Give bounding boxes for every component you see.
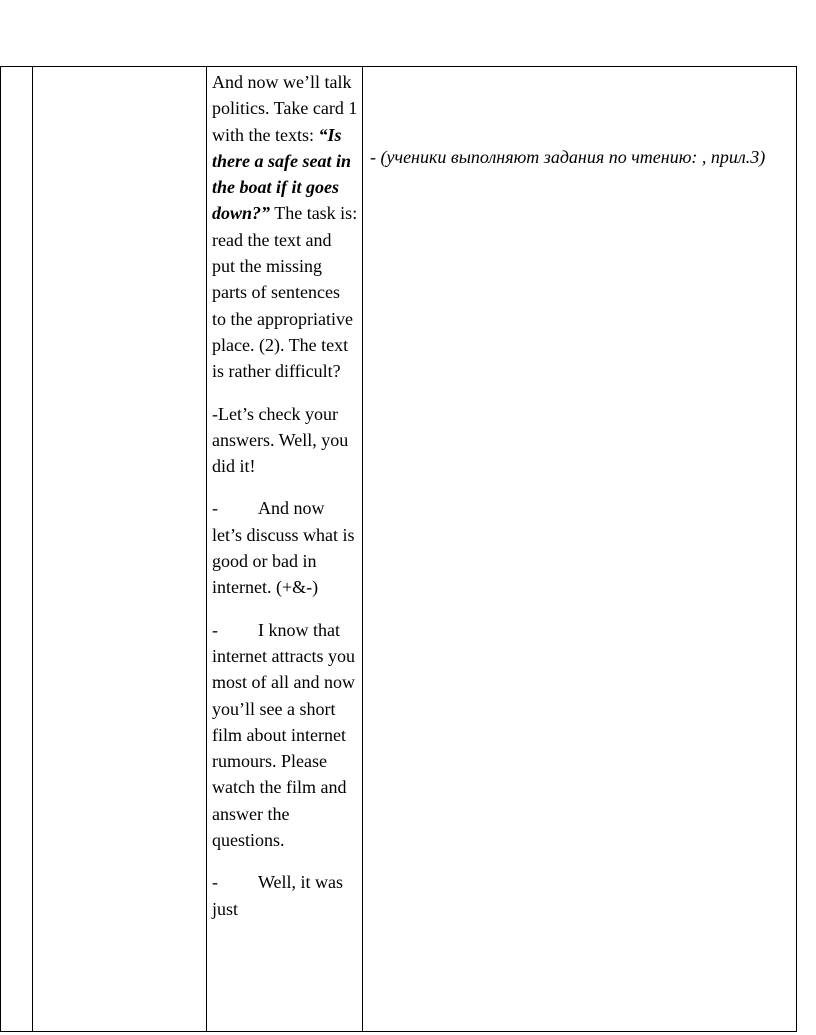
film-paragraph	[212, 617, 358, 854]
column-border	[32, 66, 33, 1032]
column-border	[0, 66, 1, 1032]
check-answers-paragraph: -Let’s check your answers. Well, you did it!	[212, 403, 349, 477]
teacher-activity-cell	[212, 69, 358, 922]
student-note: - (ученики выполняют задания по чтению: , прил.3)	[370, 147, 766, 167]
closing-text: Well, it was just	[212, 872, 344, 919]
column-border	[796, 66, 797, 1032]
text-title: “Is there a safe seat in the boat if it goes down?”	[212, 124, 351, 224]
table-top-border	[0, 66, 797, 67]
task-intro: And now we’ll talk politics. Take card 1 with the texts:	[212, 72, 358, 145]
dash-marker: -	[212, 872, 218, 893]
task-paragraph	[212, 69, 358, 385]
student-activity-cell	[370, 142, 790, 172]
task-instruction: The task is: read the text and put the missing parts of sentences to the appropriative place. (2). The text is rather difficult?	[212, 203, 358, 382]
column-border	[206, 66, 207, 1032]
lesson-table	[0, 66, 797, 1032]
dash-marker: -	[212, 498, 218, 519]
table-bottom-border	[0, 1031, 797, 1032]
dash-marker: -	[212, 619, 218, 640]
discuss-text: And now let’s discuss what is good or bad in internet. (+&-)	[212, 498, 355, 598]
closing-paragraph	[212, 869, 358, 922]
discuss-paragraph	[212, 495, 358, 600]
column-border	[362, 66, 363, 1032]
film-text: I know that internet attracts you most of all and now you’ll see a short film about internet rumours. Please watch the film and answer the questions.	[212, 619, 355, 851]
